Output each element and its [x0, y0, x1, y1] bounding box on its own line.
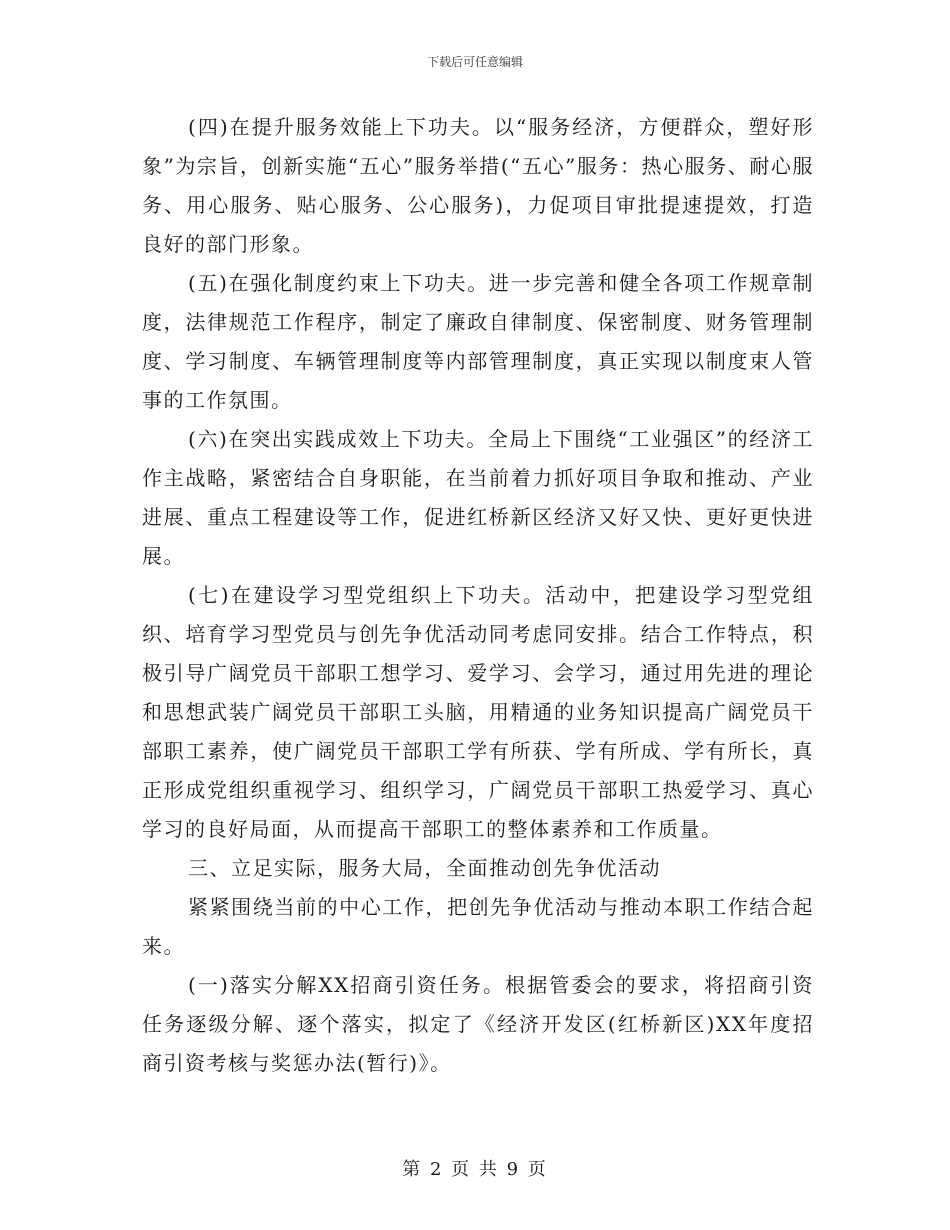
- paragraph-learning-party-org: (七)在建设学习型党组织上下功夫。活动中，把建设学习型党组织、培育学习型党员与创先争优活动同考虑同安排。结合工作特点，积极引导广阔党员干部职工想学习、爱学习、会学习，通过用先进的理论和思想武装广阔党员干部职工头脑，用精通的业务知识提高广阔党员干部职工素养，使广阔党员干部职工学有所获、学有所成、学有所长，真正形成党组织重视学习、组织学习，广阔党员干部职工热爱学习、真心学习的良好局面，从而提高干部职工的整体素养和工作质量。: [142, 583, 814, 841]
- page-number-footer: 第 2 页 共 9 页: [402, 1159, 548, 1180]
- paragraph-practice-results: (六)在突出实践成效上下功夫。全局上下围绕“工业强区”的经济工作主战略，紧密结合自身职能，在当前着力抓好项目争取和推动、产业进展、重点工程建设等工作，促进红桥新区经济又好又快、更好更快进展。: [142, 427, 814, 568]
- paragraph-investment-tasks: (一)落实分解XX招商引资任务。根据管委会的要求，将招商引资任务逐级分解、逐个落实，拟定了《经济开发区(红桥新区)XX年度招商引资考核与奖惩办法(暂行)》。: [142, 973, 814, 1075]
- paragraph-institution-constraint: (五)在强化制度约束上下功夫。进一步完善和健全各项工作规章制度，法律规范工作程序，制定了廉政自律制度、保密制度、财务管理制度、学习制度、车辆管理制度等内部管理制度，真正实现以制度束人管事的工作氛围。: [142, 271, 814, 412]
- paragraph-service-efficiency: (四)在提升服务效能上下功夫。以“服务经济，方便群众，塑好形象”为宗旨，创新实施“五心”服务举措(“五心”服务：热心服务、耐心服务、用心服务、贴心服务、公心服务)，力促项目审批提速提效，打造良好的部门形象。: [142, 115, 814, 256]
- document-body: [142, 108, 814, 1083]
- page-header: 下载后可任意编辑: [426, 55, 523, 69]
- section-heading-three: 三、立足实际，服务大局，全面推动创先争优活动: [188, 856, 661, 880]
- paragraph-central-work: 紧紧围绕当前的中心工作，把创先争优活动与推动本职工作结合起来。: [142, 895, 814, 958]
